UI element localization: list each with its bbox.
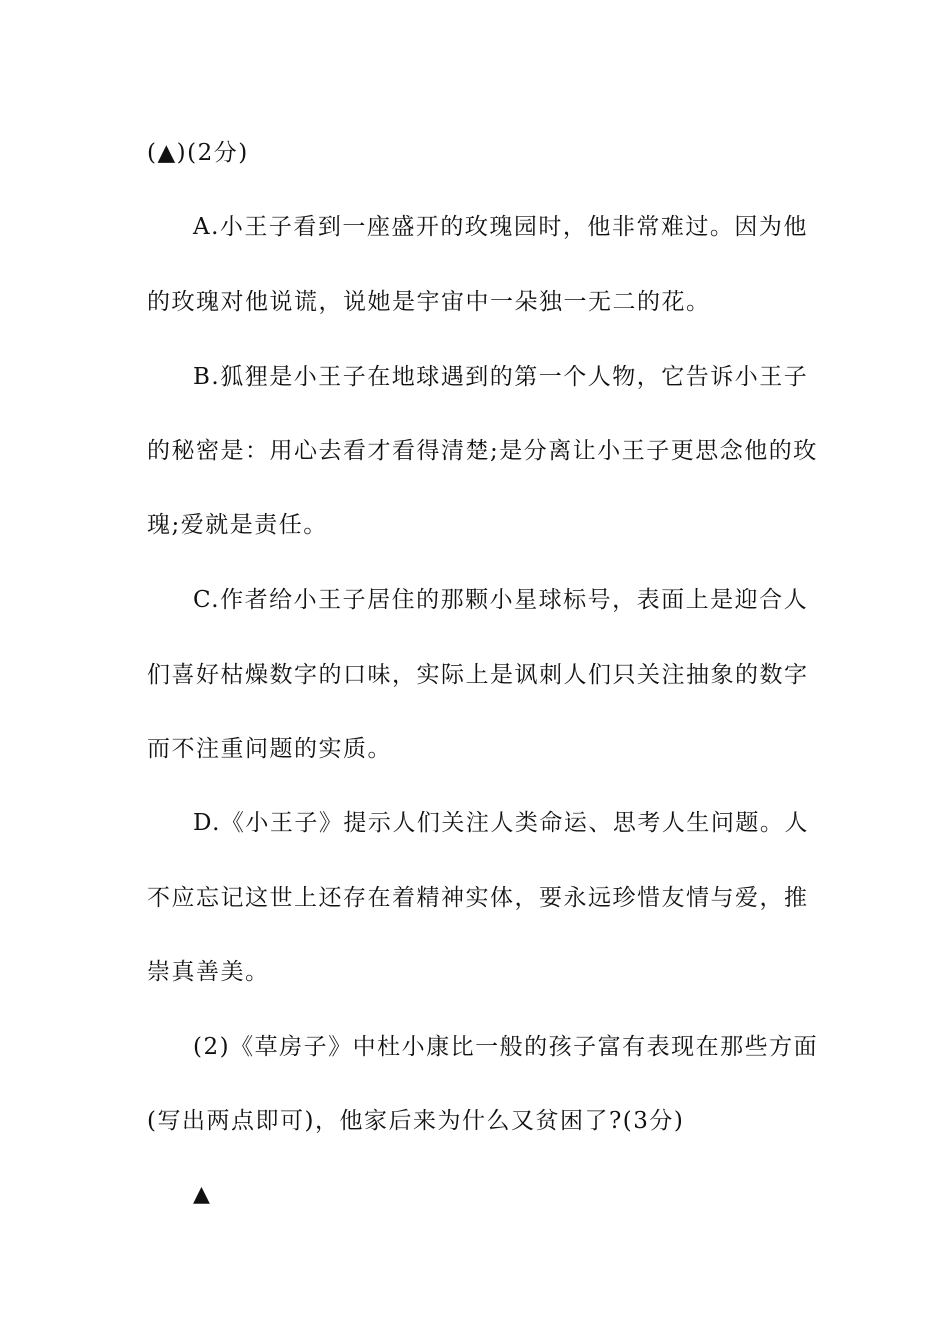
option-c-line-2: 们喜好枯燥数字的口味，实际上是讽刺人们只关注抽象的数字 [147,662,809,688]
option-b-line-3: 瑰;爱就是责任。 [147,512,328,538]
answer-marker: ▲ [193,1182,210,1207]
option-a-line-2: 的玫瑰对他说谎，说她是宇宙中一朵独一无二的花。 [147,289,711,315]
question-score-line: (▲)(2分) [147,140,249,166]
question-2-line-1: (2)《草房子》中杜小康比一般的孩子富有表现在那些方面 [193,1034,819,1060]
option-b-line-2: 的秘密是：用心去看才看得清楚;是分离让小王子更思念他的玫 [147,438,818,464]
option-b-line-1: B.狐狸是小王子在地球遇到的第一个人物，它告诉小王子 [193,364,809,390]
option-a-line-1: A.小王子看到一座盛开的玫瑰园时，他非常难过。因为他 [193,214,808,240]
option-c-line-3: 而不注重问题的实质。 [147,736,392,762]
option-c-line-1: C.作者给小王子居住的那颗小星球标号，表面上是迎合人 [193,587,809,613]
option-d-line-3: 崇真善美。 [147,959,270,985]
question-2-line-2: (写出两点即可)，他家后来为什么又贫困了?(3分) [147,1108,685,1134]
option-d-line-2: 不应忘记这世上还存在着精神实体，要永远珍惜友情与爱，推 [147,885,809,911]
option-d-line-1: D.《小王子》提示人们关注人类命运、思考人生问题。人 [193,810,809,836]
